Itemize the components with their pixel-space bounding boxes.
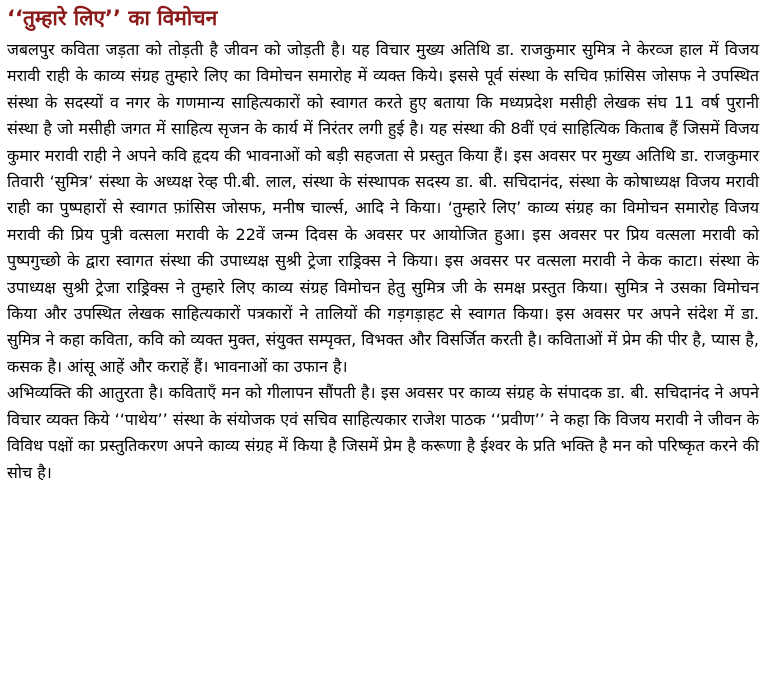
news-article bbox=[7, 0, 759, 486]
article-title: ‘‘तुम्हारे लिए’’ का विमोचन bbox=[7, 6, 218, 30]
article-paragraph-2: अभिव्यक्ति की आतुरता है। कविताएँ मन को गीलापन सौंपती है। इस अवसर पर काव्य संग्रह के संपादक डा. बी. सचिदानंद ने अपने विचार व्यक्त किये ‘‘पाथेय’’ संस्था के संयोजक एवं सचिव साहित्यकार राजेश पाठक ‘‘प्रवीण’’ ने कहा कि विजय मरावी ने जीवन के विविध पक्षों का प्रस्तुतिकरण अपने काव्य संग्रह में किया है जिसमें प्रेम है करूणा है ईश्वर के प्रति भक्ति है मन को परिष्कृत करने की सोच है। bbox=[7, 383, 759, 482]
article-paragraph-1: जबलपुर कविता जड़ता को तोड़ती है जीवन को जोड़ती है। यह विचार मुख्य अतिथि डा. राजकुमार सुमित्र ने केरव्ज हाल में विजय मरावी राही के काव्य संग्रह तुम्हारे लिए का विमोचन समारोह में व्यक्त किये। इससे पूर्व संस्था के सचिव फ़ांसिस जोसफ ने उपस्थित संस्था के सदस्यों व नगर के गणमान्य साहित्यकारों को स्वागत करते हुए बताया कि मध्यप्रदेश मसीही लेखक संघ 11 वर्ष पुरानी संस्था है जो मसीही जगत में साहित्य सृजन के कार्य में निरंतर लगी हुई है। यह संस्था की 8वीं एवं साहित्यिक किताब हैं जिसमें विजय कुमार मरावी राही ने अपने कवि हृदय की भावनाओं को बड़ी सहजता से प्रस्तुत किया हैं। इस अवसर पर मुख्य अतिथि डा. राजकुमार तिवारी ‘सुमित्र’ संस्था के अध्यक्ष रेव्ह पी.बी. लाल, संस्था के संस्थापक सदस्य डा. बी. सचिदानंद, संस्था के कोषाध्यक्ष विजय मरावी राही का पुष्पहारों से स्वागत फ़ांसिस जोसफ, मनीष चार्ल्स, आदि ने किया। ‘तुम्हारे लिए’ काव्य संग्रह का विमोचन समारोह विजय मरावी की प्रिय पुत्री वत्सला मरावी के 22वें जन्म दिवस के अवसर पर आयोजित हुआ। इस अवसर पर प्रिय वत्सला मरावी को पुष्पगुच्छो के द्वारा स्वागत संस्था की उपाध्यक्ष सुश्री ट्रेजा राड्रिक्स ने किया। इस अवसर पर वत्सला मरावी ने केक काटा। संस्था के उपाध्यक्ष सुश्री ट्रेजा राड्रिक्स ने तुम्हारे लिए काव्य संग्रह विमोचन हेतु सुमित्र जी के समक्ष प्रस्तुत किया। सुमित्र ने उसका विमोचन किया और उपस्थित लेखक साहित्यकारों पत्रकारों ने तालियों की गड़गड़ाहट से स्वागत किया। इस अवसर पर अपने संदेश में डा. सुमित्र ने कहा कविता, कवि को व्यक्त मुक्त, संयुक्त सम्पृक्त, विभक्त और विसर्जित करती है। कविताओं में प्रेम की पीर है, प्यास है, कसक है। आंसू आहें और कराहें हैं। भावनाओं का उफान है। bbox=[7, 40, 759, 376]
